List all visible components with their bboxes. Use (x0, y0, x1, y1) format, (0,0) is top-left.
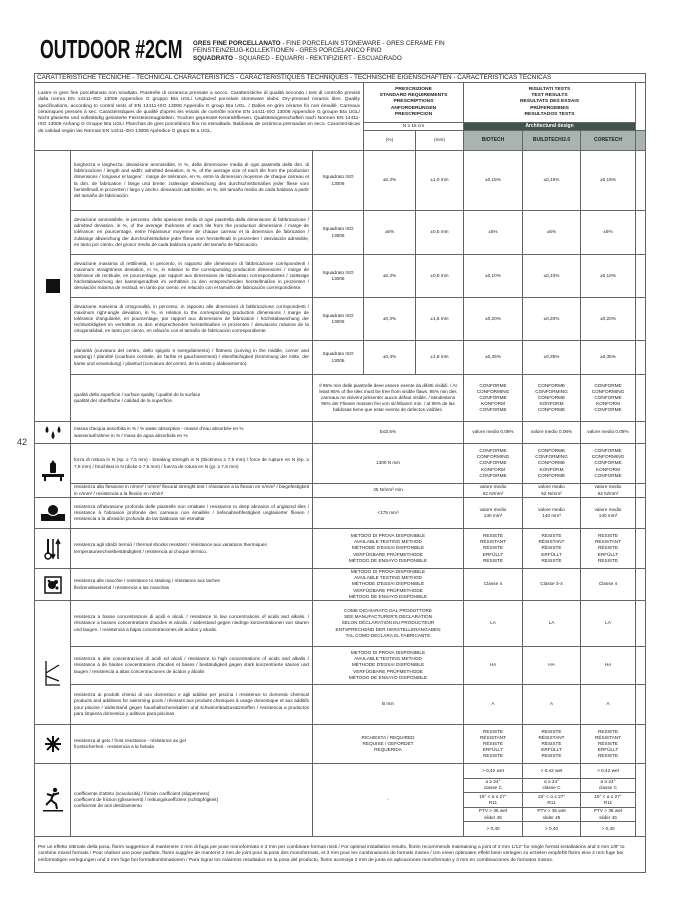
slip-resistance-icon (35, 787, 70, 813)
tolerance-mm: ±1,5 mm (416, 298, 464, 341)
spacer-cell (636, 341, 646, 375)
tolerance-percent: ±5% (364, 211, 416, 255)
characteristic-description: qualità della superficie / surface quality / qualité de la surface qualität der oberfläche / calidad de la superficie. (71, 375, 313, 422)
icon-cell (35, 601, 71, 725)
table-row (35, 255, 646, 298)
prescription-header (364, 83, 464, 123)
result-coretech: α ≥ 24° classe C (581, 778, 636, 793)
table-row (35, 151, 646, 211)
result-buildtech: valore medio 140 mm³ (523, 498, 581, 529)
tolerance-mm: ±1,8 mm (416, 341, 464, 375)
table-row (35, 444, 646, 484)
result-buildtech: α ≥ 24° classe C (523, 778, 581, 793)
requirement-value: <175 mm³ (313, 498, 464, 529)
result-coretech: CONFORME CONFORMING CONFORME KONFORM CONFORME (581, 444, 636, 484)
result-biotech: CONFORME CONFORMING CONFORME KONFORM CONFORME (464, 375, 523, 422)
chemical-resistance-icon (35, 659, 70, 687)
table-row (35, 764, 646, 779)
requirement-value: - (313, 764, 464, 837)
result-buildtech: CONFORME CONFORMING CONFORME KONFORM CONFORME (523, 444, 581, 484)
result-coretech: ±0,35% (581, 341, 636, 375)
result-coretech: ±5% (581, 211, 636, 255)
page-title: OUTDOOR #2CM (40, 34, 183, 64)
characteristic-description: resistenza alle macchie / resistance to staining / résistance aux taches fleckenabweisend / resistencia a las manchas (71, 569, 313, 601)
footnote-row (35, 836, 646, 872)
frost-icon (35, 735, 70, 753)
spacer-cell (636, 529, 646, 569)
result-buildtech: > 0,42 wet (523, 764, 581, 779)
standard-reference: Squadrato ISO 13006 (313, 255, 364, 298)
requirement-value: METODO DI PROVA DISPONIBILE AVAILABLE TESTING METHOD MÉTHODE D'ESSAI DISPONIBLE VERFÜGBARE PRÜFMETHODE MÉTODO DE ENSAYO DISPONIBLE (313, 647, 464, 685)
result-coretech: CONFORME CONFORMING CONFORME KONFORM CONFORME (581, 375, 636, 422)
result-coretech: 19° < α ≤ 27° R11 (581, 793, 636, 808)
intro-text: Lastre in gres fine porcellanato non smaltato. Piastrelle di ceramica pressate a secco. Caratteristiche di qualità secondo i test di controllo previsti dalla norma EN 14411-ISO 13006 Appendice G gruppo BIa UGL/ Unglazed porcelain stoneware slabs. Dry-pressed ceramic tiles. Quality specifications, according to control tests of EN 14411-ISO 13006 Appendix G group BIa UGL. / Dalles en grès cérame fin non émaillé. Carreaux céramiques pressés à sec. Caractéristiques de qualité d'après les essais de contrôle norme EN 14411-ISO 13006 Appendice G groupe BIa UGL/ Nicht glasierte und vollständig gesinterte Feinsteinzeugplatten. Trocken gepresste Keramikfliesen. Qualitätseigenschaften nach Normen EN 14411-ISO 13006 Anhang G Gruppe BIa UGL/ Planchas de gres porcelánico fino no esmaltado. Baldosas de cerámica prensadas en seco. Características de calidad según las Normas EN 14411-ISO 13006 Apéndice G grupo BI a UGL. (35, 83, 364, 151)
requirement-value: 35 N/mm² min (313, 484, 464, 498)
tolerance-percent: ±0,3% (364, 151, 416, 211)
percent-column-header: (%) (364, 131, 416, 151)
result-biotech: Classe 4 (464, 569, 523, 601)
header-line: RISULTATI TESTS (528, 87, 571, 93)
result-buildtech: ±0,10% (523, 255, 581, 298)
header-line: RESULTADOS TESTS (524, 111, 575, 117)
result-biotech: ±0,20% (464, 298, 523, 341)
result-coretech: RESISTE RÉSISTANT RÉSISTE ERFÜLLT RESISTE (581, 725, 636, 764)
table-row (35, 298, 646, 341)
table-row (35, 601, 646, 647)
tolerance-mm: ±1,0 mm (416, 151, 464, 211)
icon-cell (35, 422, 71, 444)
icon-cell (35, 498, 71, 529)
icon-cell (35, 764, 71, 837)
standard-reference: Squadrato ISO 13006 (313, 298, 364, 341)
spacer-cell (636, 375, 646, 422)
spacer-cell (636, 211, 646, 255)
result-buildtech: Classe 3-4 (523, 569, 581, 601)
table-row (35, 498, 646, 529)
result-coretech: > 0,42 wet (581, 764, 636, 779)
characteristic-description: resistenza ai prodotti chimici di uso domestico e agli additivi per piscina / resistence to domestic chemical products and additives for swimming pools / résistant aux produits chimiques à usage domestique et aux additifs pour piscine / widerstand gegen haushaltschemikalien und schwimmbadzusatzstoffen / resistencia a productos para limpieza domestica y aditivos para piscinas (71, 685, 313, 725)
tolerance-mm: ±0,8 mm (416, 255, 464, 298)
standard-reference: Squadrato ISO 13006 (313, 151, 364, 211)
technical-characteristics-table (34, 73, 646, 873)
characteristic-description: massa d'acqua assorbita in % / % water absorption - masse d'eau absorbée en % wasseraufnahme in % / masa de agua absorbida en % (71, 422, 313, 444)
subtitle-rest: - SQUARED - EQUARRI - REKTIFIZIERT - ESCUADRADO (233, 54, 402, 62)
page-number: 42 (17, 437, 28, 447)
requirement-value: 1300 N min (313, 444, 464, 484)
spacer-cell (636, 255, 646, 298)
requirement-value: METODO DI PROVA DISPONIBILE AVAILABLE TESTING METHOD MÉTHODE D'ESSAI DISPONIBLE VERFÜGBARE PRÜFMETHODE MÉTODO DE ENSAYO DISPONIBLE (313, 529, 464, 569)
result-coretech: ±0,15% (581, 151, 636, 211)
result-biotech: 19° < α ≤ 27° R11 (464, 793, 523, 808)
table-row (35, 484, 646, 498)
table-title: CARATTERISTICHE TECNICHE - TECHNICAL CHARACTERISTICS - CARACTERISTIQUES TECHNIQUES - TECHNISCHE EIGENSCHAFTEN - CARACTERÍSTICAS TÉCNICAS (35, 74, 646, 83)
thermal-shock-icon (35, 537, 70, 561)
result-biotech: valore medio 52 N/mm² (464, 484, 523, 498)
result-biotech: valore medio 0,08% (464, 422, 523, 444)
breaking-strength-icon (35, 459, 70, 483)
footnote: Per un effetto ottimale della posa, florim suggerisce di mantenere 2 mm di fuga per pose monoformato e 3 mm per combinare formati misti / For optimal installation results, florim recommends maintaining a joint of 2 mm 1/12" for single format installations and 3 mm 1/8" to combine mixed formats / Pour réaliser une pose parfaite, florim suggère de mantenir 2 mm de joint pour la pose des monoformats, et 3 mm pour les combinaisons de formats mixtes / Um einen optimalen effekt beim verlegen zu erzielen empfehlt florim eine 2 mm fuge bei einformatigen verlegungen und 3 mm fuge bei formatkombinationen / Para lograr los máximos resultados en la posa del producto, florim aconseja 2 mm de junta en aplicaciones monoformato y 3 mm en combinaciones de formatos mixtos. (35, 836, 646, 872)
table-row (35, 685, 646, 725)
header-line: RESULTATS DES ESSAIS (520, 99, 579, 105)
table-row (35, 375, 646, 422)
characteristic-description: resistenza al gelo / frost resistance - résistance au gel frostsicherheit - resistencia a la helada (71, 725, 313, 764)
spacer-cell (636, 764, 646, 837)
header-line: PRESCRIZIONE (395, 87, 432, 93)
header-line: ANFORDERUNGEN (390, 105, 437, 111)
result-biotech: HA (464, 647, 523, 685)
product-header-biotech: BIOTECH (464, 131, 523, 151)
header-line: PRÜFERGEBNIS (530, 105, 569, 111)
result-buildtech: PTV > 36 wet slider 45 (523, 807, 581, 822)
subtitle-bold: GRES FINE PORCELLANATO (193, 40, 281, 47)
characteristic-description: resistenza a alte concentrazioni di acidi ed alcali / resistance to high concentrations of acids and alkalis / résistance à de hautes concentrations d'acides et bases / beständigkeit gegen stark konzentrierte säuren und laugen / resistencia a altas concentraciones de ácidos y álcalis (71, 647, 313, 685)
result-biotech: LA (464, 601, 523, 647)
result-biotech: valore medio 140 mm³ (464, 498, 523, 529)
icon-cell (35, 725, 71, 764)
characteristic-description: resistenza agli sbalzi termici / thermal shocks resistant / résistance aux variations thermiques temperaturwechselbeständigkeit / resistencia al choque térmico. (71, 529, 313, 569)
product-header-coretech: CORETECH (581, 131, 636, 151)
result-buildtech: 19° < α ≤ 27° R11 (523, 793, 581, 808)
spacer-cell (636, 298, 646, 341)
icon-cell (35, 444, 71, 498)
result-buildtech: valore medio 0,08% (523, 422, 581, 444)
tolerance-percent: ±0,4% (364, 341, 416, 375)
standard-reference: Squadrato ISO 13006 (313, 211, 364, 255)
header-line: STANDARD REQUIREMENTS (379, 93, 448, 99)
result-biotech: ±0,15% (464, 151, 523, 211)
characteristic-description: planarità (curvatura del centro, dello spigolo e svergolamento) / flatness (curving in the middle, corner and warping) / planéité (courbure centrale, de l'arête et gauchissement) / ebenflächigkeit (krümmung der mitte, der kante und verwindung) / planitud (curvatura del centro, de la arista y alabeamiento). (71, 341, 313, 375)
spacer-cell (636, 151, 646, 211)
results-header (464, 83, 636, 123)
characteristic-description: deviazione massima di rettilineità, in percento, in rapporto alle dimensioni di fabbricazione corrispondenti / maximum straightness deviation, in %, in relation to the corresponding production dimensions / marge de tolérance de rectitude, en pourcentage, par rapport aux dimensions de fabrication correspondantes / zulässige höchstabweichung der kantengeradheit im verhältnis zu den entsprechenden herstellmaßen in prozenten / desviación máxima de rectitud, en tanto por ciento, en relación con el tamaño de fabricación correspondiente. (71, 255, 313, 298)
table-row (35, 422, 646, 444)
architectural-design-header: Architectural design (464, 123, 636, 131)
requirement-value: RICHIESTA / REQUIRED REQUISE / GEFORDET REQUERIDA (313, 725, 464, 764)
characteristic-description: forza di rottura in N (sp. ≥ 7,5 mm) - breaking strength in N (thickness ≥ 7,5 mm) / force de rupture en N (ép. ≥ 7,5 mm) / bruchlast in N (dicke ≥ 7,5 mm) / fuerza de rotura en N (gr. ≥ 7,5 mm) (71, 444, 313, 484)
result-biotech: ±0,35% (464, 341, 523, 375)
result-coretech: HA (581, 647, 636, 685)
requirement-value: E≤0,5% (313, 422, 464, 444)
table-row (35, 211, 646, 255)
result-coretech: A (581, 685, 636, 725)
spacer-cell (636, 484, 646, 498)
spacer-cell (636, 498, 646, 529)
characteristic-description: coefficiente d'attrito (scivolosità) / friction coefficient (slipperiness) coefficient de friction (glissement) / reibungskoeffizient (schlüpfrigkeit) coeficiente de anti deslizamiento (71, 764, 313, 837)
product-header-buildtech: BUILDTECH/2.0 (523, 131, 581, 151)
result-coretech: LA (581, 601, 636, 647)
header-line: PRESCRIPCION (394, 111, 433, 117)
result-buildtech: ±5% (523, 211, 581, 255)
result-coretech: valore medio 140 mm³ (581, 498, 636, 529)
result-buildtech: ±0,15% (523, 151, 581, 211)
result-coretech: > 0,40 (581, 822, 636, 837)
result-buildtech: RESISTE RÉSISTANT RÉSISTE ERFÜLLT RESISTE (523, 529, 581, 569)
result-biotech: ±0,10% (464, 255, 523, 298)
water-drops-icon (35, 425, 70, 441)
requirement-value: Il 95% min delle piastrelle deve essere esente da difetti visibili. / At least 95% of the tiles must be free from visible flaws. 95% min des carreaux ne doivent présenter aucun défaut visible. / Mindestens 95% der Fliesen müssen frei von sichtbaren min. / al 95% de las baldosas tiene que estar exento de defectos visibles. (313, 375, 464, 422)
spacer-cell (636, 131, 646, 151)
mm-column-header: (mm) (416, 131, 464, 151)
result-biotech: α ≥ 24° classe C (464, 778, 523, 793)
characteristic-description: resistenza alla flessione in n/mm² / n/mm² flexural strenght test / résistance a la flexion en n/mm² / biegefestigkeit in n/mm² / resistencia a la flexión en n/mm² (71, 484, 313, 498)
result-buildtech: valore medio 52 N/mm² (523, 484, 581, 498)
characteristic-description: resistenza all'abrasione profonda delle piastrelle non smaltate / resistance to deep abrasion of unglazed tiles / résistance à l'abrasion profonde des carreaux non émaillés / tiefenabriebfestigkeit unglasierter fliesen / resistencia a la abrasión profunda de las baldosas sin esmaltar (71, 498, 313, 529)
spacer-cell (636, 647, 646, 685)
result-coretech: ±0,20% (581, 298, 636, 341)
result-buildtech: RESISTE RÉSISTANT RÉSISTE ERFÜLLT RESISTE (523, 725, 581, 764)
spacer-cell (636, 569, 646, 601)
table-row (35, 341, 646, 375)
requirement-value: COME DICHIARATO DAL PRODUTTORE SEE MANUFACTURER'S DECLARATION SELON DÉCLARATION DU PRODUCTEUR ENTSPRECHEND DER HERSTELLERANGABEN TAL COMO DECLARA EL FABRICANTE (313, 601, 464, 647)
header-line: PRESCRIPTIONS (393, 99, 434, 105)
result-biotech: CONFORME CONFORMING CONFORME KONFORM CONFORME (464, 444, 523, 484)
subtitle-bold: SQUADRATO (193, 54, 233, 62)
result-biotech: ±5% (464, 211, 523, 255)
characteristic-description: lunghezza e larghezza: deviazione ammissibile, in %, della dimensione media di ogni piastrella dalla dim. di fabbricazione / length and width: admitted deviation, in %, of the average size of each tile from the production dimensions / longueur et largeur : marge de tolérance, en %, entre la dimension moyenne de chaque carreau et la dim. de fabrication / länge und breite: zulässige abweichung des durchschnittsmaßes jeder fliese vom herstellmaß in prozenten / largo y ancho: desviación admisible, en %, del tamaño medio de cada baldosa a partir del tamaño de fabricación. (71, 151, 313, 211)
icon-cell (35, 151, 71, 422)
result-biotech: PTV > 36 wet slider 45 (464, 807, 523, 822)
icon-cell (35, 569, 71, 601)
n-min-label: N ≥ 15 cm (364, 123, 464, 131)
table-row (35, 647, 646, 685)
result-buildtech: HA (523, 647, 581, 685)
result-biotech: > 0,40 (464, 822, 523, 837)
staining-icon (35, 576, 70, 594)
tolerance-percent: ±0,3% (364, 298, 416, 341)
result-biotech: > 0,42 wet (464, 764, 523, 779)
spacer-cell (636, 83, 646, 131)
characteristic-description: deviazione massima di ortogonalità, in percento, in rapporto alle dimensioni di fabbricazione corrispondenti / maximum right-angle deviation, in %, in relation to the corresponding production dimensions / marge de tolérance d'angularité, en pourcentage, par rapport aux dimensions de fabrication / höchstabweichung der rechtwinkligkeit im verhältnis zu den entsprechenden herstellmaßen in prozenten / desviación máxima de la ortogonalidad, en tanto por ciento, en relación con el tamaño de fabricación correspondiente. (71, 298, 313, 341)
spacer-cell (636, 444, 646, 484)
table-row (35, 569, 646, 601)
result-coretech: Classe 4 (581, 569, 636, 601)
spacer-cell (636, 422, 646, 444)
result-buildtech: ±0,35% (523, 341, 581, 375)
result-buildtech: ±0,20% (523, 298, 581, 341)
characteristic-description: resistenza a basse concentrazioni di acidi e alcali. / resistance to low concentrations of acids and alkalis. / résistance a basses concentrations d'acides et alcalis. / widerstand gegen niedrige konzentrationen von säuren und laugen. / resistencia a bajas concentraciones de acidos y alcalis. (71, 601, 313, 647)
result-coretech: valore medio 52 N/mm² (581, 484, 636, 498)
subtitle-rest: FEINSTEINZEUG-KOLLEKTIONEN - GRES PORCELANICO FINO (193, 47, 382, 55)
spacer-cell (636, 685, 646, 725)
spacer-cell (636, 725, 646, 764)
result-biotech: RESISTE RÉSISTANT RÉSISTE ERFÜLLT RESISTE (464, 725, 523, 764)
subtitle (193, 40, 445, 62)
result-buildtech: A (523, 685, 581, 725)
table-row (35, 529, 646, 569)
result-coretech: PTV > 36 wet slider 45 (581, 807, 636, 822)
icon-cell (35, 529, 71, 569)
requirement-value: METODO DI PROVA DISPONIBILE AVAILABLE TESTING METHOD MÉTHODE D'ESSAI DISPONIBLE VERFÜGBARE PRÜFMETHODE MÉTODO DE ENSAYO DISPONIBLE (313, 569, 464, 601)
tolerance-percent: ±0,3% (364, 255, 416, 298)
requirement-value: B min (313, 685, 464, 725)
standard-reference: Squadrato ISO 13006 (313, 341, 364, 375)
subtitle-rest: - FINE PORCELAIN STONEWARE - GRES CERAME FIN (280, 40, 445, 47)
spacer-cell (636, 601, 646, 647)
characteristic-description: deviazione ammissibile, in percento, dello spessore medio di ogni piastrella dalla dimensione di fabbricazione / admitted deviation, in %, of the average thickness of each tile from the production dimensions / marge de tolérance, en pourcentage, entre l'épaisseur moyenne de chaque carreau et la dimension de fabrication / zulässige abweichung der durchschnittsdicke jeder fliese vom herstellmaß in prozenten / desviación admisible, en tanto por ciento, del grosor medio de cada baldosa a partir del tamaño de fabricación. (71, 211, 313, 255)
result-buildtech: CONFORME CONFORMING CONFORME KONFORM CONFORME (523, 375, 581, 422)
header-line: TEST RESULTS (531, 93, 568, 99)
subtitle-line (193, 40, 445, 47)
subtitle-line (193, 47, 445, 54)
result-buildtech: > 0,40 (523, 822, 581, 837)
result-coretech: ±0,10% (581, 255, 636, 298)
result-buildtech: LA (523, 601, 581, 647)
result-biotech: A (464, 685, 523, 725)
result-coretech: valore medio 0,08% (581, 422, 636, 444)
table-row (35, 725, 646, 764)
result-coretech: RESISTE RÉSISTANT RÉSISTE ERFÜLLT RESISTE (581, 529, 636, 569)
dimensions-square-icon (35, 278, 70, 294)
tolerance-mm: ±0,5 mm (416, 211, 464, 255)
abrasion-icon (35, 504, 70, 522)
result-biotech: RESISTE RÉSISTANT RÉSISTE ERFÜLLT RESISTE (464, 529, 523, 569)
subtitle-line (193, 55, 445, 62)
